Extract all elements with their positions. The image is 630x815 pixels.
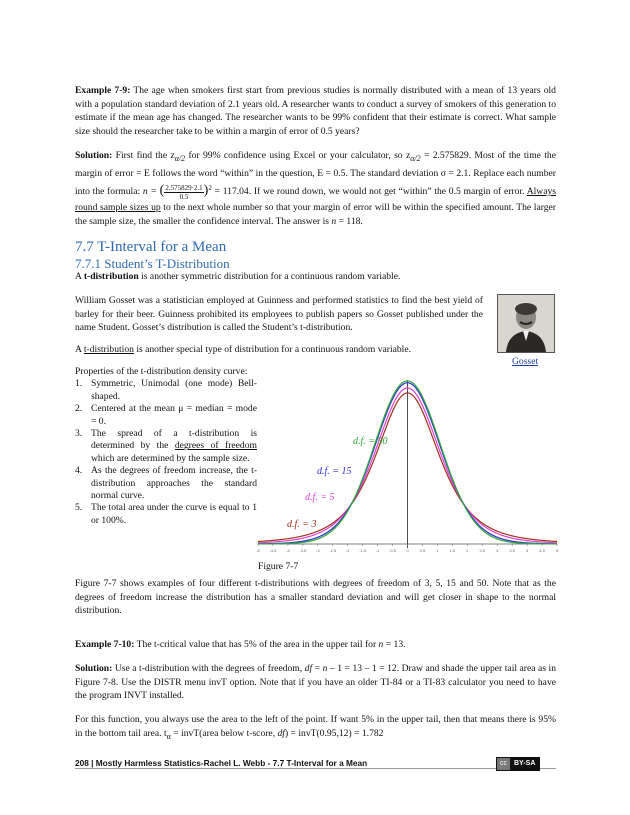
function-text: = invT(area below t-score, [170,727,278,739]
function-text: For this function, you always use the area to the left of the point. If want 5% in the upper tail, then that means there is 95% in the bottom tail area. t [75,714,556,739]
t-distribution-chart [255,366,560,560]
x-tick-label: 2 [466,548,469,553]
x-tick-label: -5 [256,548,260,553]
footer-text: 208 | Mostly Harmless Statistics-Rachel L. Webb - 7.7 T-Interval for a Mean [75,758,368,768]
solution-7-10 [75,662,556,703]
figure-paragraph [75,577,556,618]
series-label: d.f. = 5 [305,492,335,503]
figure-caption: Figure 7-7 [258,561,299,572]
example-label: Example 7-10: [75,639,135,650]
df-symbol: df [277,727,285,739]
subscript: α/2 [174,153,186,163]
formula-fraction [164,184,203,201]
gosset-text: William Gosset was a statistician employed at Guinness and performed statistics to find the best yield of barley for their beer. Guinness prohibited its employees to publish papers so Gosset published under the name Student. Gosset’s distribution is called the Student’s t-distribution. [75,295,483,334]
x-tick-label: 4 [525,548,529,553]
example-n: n [378,639,384,650]
license-label: BY-SA [510,758,539,770]
intro-bold: t-distribution [83,271,139,282]
gosset-caption[interactable]: Gosset [512,356,539,367]
list-text-part: The spread of a t-distribution is determined by the [91,428,257,452]
subscript: α/2 [410,153,421,163]
solution-7-9 [75,149,556,230]
x-tick-label: 1 [436,548,439,553]
series-label: d.f. = 50 [353,436,388,447]
cc-license-badge[interactable] [496,757,540,771]
subsection-heading: 7.7.1 Student’s T-Distribution [75,256,230,271]
formula: ( $\frac{2.575829\cdot 2.1}{0.5}$ )$^2$ [159,183,212,201]
degrees-of-freedom-link[interactable]: degrees of freedom [174,440,257,452]
cc-icon: cc [497,758,510,770]
tdist-text: A [75,344,84,355]
list-item [75,465,257,502]
example-text: The age when smokers first start from previous studies is normally distributed with a mean of 13 years old with a population standard deviation of 2.1 years old. A researcher wants to conduct a survey of smokers of this generation to estimate if the mean age has changed. The researcher wants to be 99% confident that their estimate is correct. What sample size should the researcher take to be within a margin of error of 0.5 years? [75,85,556,137]
example-text: The t-critical value that has 5% of the area in the upper tail for [134,639,379,650]
list-text: Symmetric, Unimodal (one mode) Bell-shaped. [91,378,257,402]
properties-items [75,378,257,527]
properties-heading: Properties of the t-distribution density curve: [75,366,248,377]
formula-n: n = [142,186,157,198]
x-tick-label: 0.5 [419,548,426,553]
list-text: As the degrees of freedom increase, the t-distribution approaches the standard normal curve. [91,465,257,502]
formula-denominator: 0.5 [179,192,189,201]
x-tick-label: -4.5 [269,548,277,553]
properties-list [75,366,257,527]
x-tick-label: 4.5 [539,548,545,553]
formula-numerator: 2.575829·2.1 [165,183,203,192]
df-symbol: df [304,663,313,674]
series-label: d.f. = 15 [317,466,352,477]
list-number: 2. [75,403,83,415]
list-item [75,428,257,465]
function-paragraph [75,713,556,743]
example-label: Example 7-9: [75,85,131,96]
x-tick-label: 0 [406,548,409,553]
series-label: d.f. = 3 [287,519,317,530]
solution-text: = 2.575829. Most of the time the margin of error = E follows the word “within” in the question, E = 0.5. The standard deviation σ = 2.1. Replace each number into the formula: [75,150,556,198]
intro-text: is another symmetric distribution for a continuous random variable. [138,271,401,282]
solution-text: = [312,663,323,674]
intro-text: A [75,271,84,282]
n-symbol: n [322,663,328,674]
t-distribution-figure [255,366,560,560]
solution-text: = 117.04. If we round down, we would not get “within” the 0.5 margin of error. [211,186,527,198]
solution-text: for 99% confidence using Excel or your calculator, so z [185,150,411,161]
footer-rule [75,768,556,769]
example-7-10 [75,638,556,652]
x-tick-label: -2.5 [329,548,337,553]
solution-label: Solution: [75,150,113,161]
section-heading: 7.7 T-Interval for a Mean [75,239,227,255]
x-tick-label: 3.5 [509,548,515,553]
portrait-image [498,295,554,352]
solution-text: First find the z [112,150,175,161]
solution-label: Solution: [75,663,113,674]
x-tick-label: 2.5 [479,548,486,553]
tdist-sentence [75,343,495,357]
solution-text: Use a t-distribution with the degrees of freedom, [112,663,305,674]
x-tick-label: 5 [555,548,559,553]
list-number: 4. [75,465,83,477]
function-text: ) = invT(0.95,12) = 1.782 [284,727,384,739]
figure-paragraph-text: Figure 7-7 shows examples of four different t-distributions with degrees of freedom of 3, 5, 15 and 50. Note that as the degrees of freedom increase the distribution has a smaller standard deviation and will get closer in shape to the normal distribution. [75,578,556,617]
solution-text: to the next whole number so that your margin of error will be within the specified amount. The larger the sample size, the smaller the confidence interval. The answer is [75,201,556,228]
gosset-paragraph [75,294,483,335]
x-tick-label: -4 [286,548,290,553]
example-text: = 13. [383,639,406,650]
list-item [75,502,257,527]
list-item [75,403,257,428]
x-tick-label: -1 [375,548,380,553]
list-text [91,428,257,465]
x-tick-label: -3 [316,548,320,553]
x-tick-label: -2 [345,548,350,553]
answer-n: n [331,216,337,228]
solution-text: – 1 = 13 – 1 = 12. Draw and shade the upper tail area as in Figure 7-8. Use the DISTR menu invT option. Note that if you have an older TI-84 or a TI-83 calculator you need to have the program INVT installed. [75,663,556,702]
answer-value: = 118. [336,216,363,228]
x-tick-label: 1.5 [449,548,456,553]
intro-sentence [75,270,556,284]
list-number: 3. [75,428,83,440]
underlined-text: Always round sample sizes up [75,186,556,213]
tdist-text: is another special type of distribution for a continuous random variable. [133,344,412,355]
list-text: Centered at the mean μ = median = mode = 0. [91,403,257,427]
example-7-9 [75,84,556,138]
x-tick-label: -0.5 [389,548,397,553]
gosset-portrait [497,294,555,353]
list-number: 5. [75,502,83,514]
subscript: α [166,731,171,741]
list-number: 1. [75,378,83,390]
list-text: The total area under the curve is equal to 1 or 100%. [91,502,257,526]
x-tick-label: -3.5 [299,548,307,553]
list-item [75,378,257,403]
x-tick-label: 3 [496,548,499,553]
x-tick-label: -1.5 [359,548,367,553]
list-text-part: which are determined by the sample size. [91,452,250,464]
tdist-link[interactable]: t-distribution [83,344,134,355]
formula-exponent: 2 [208,184,212,193]
